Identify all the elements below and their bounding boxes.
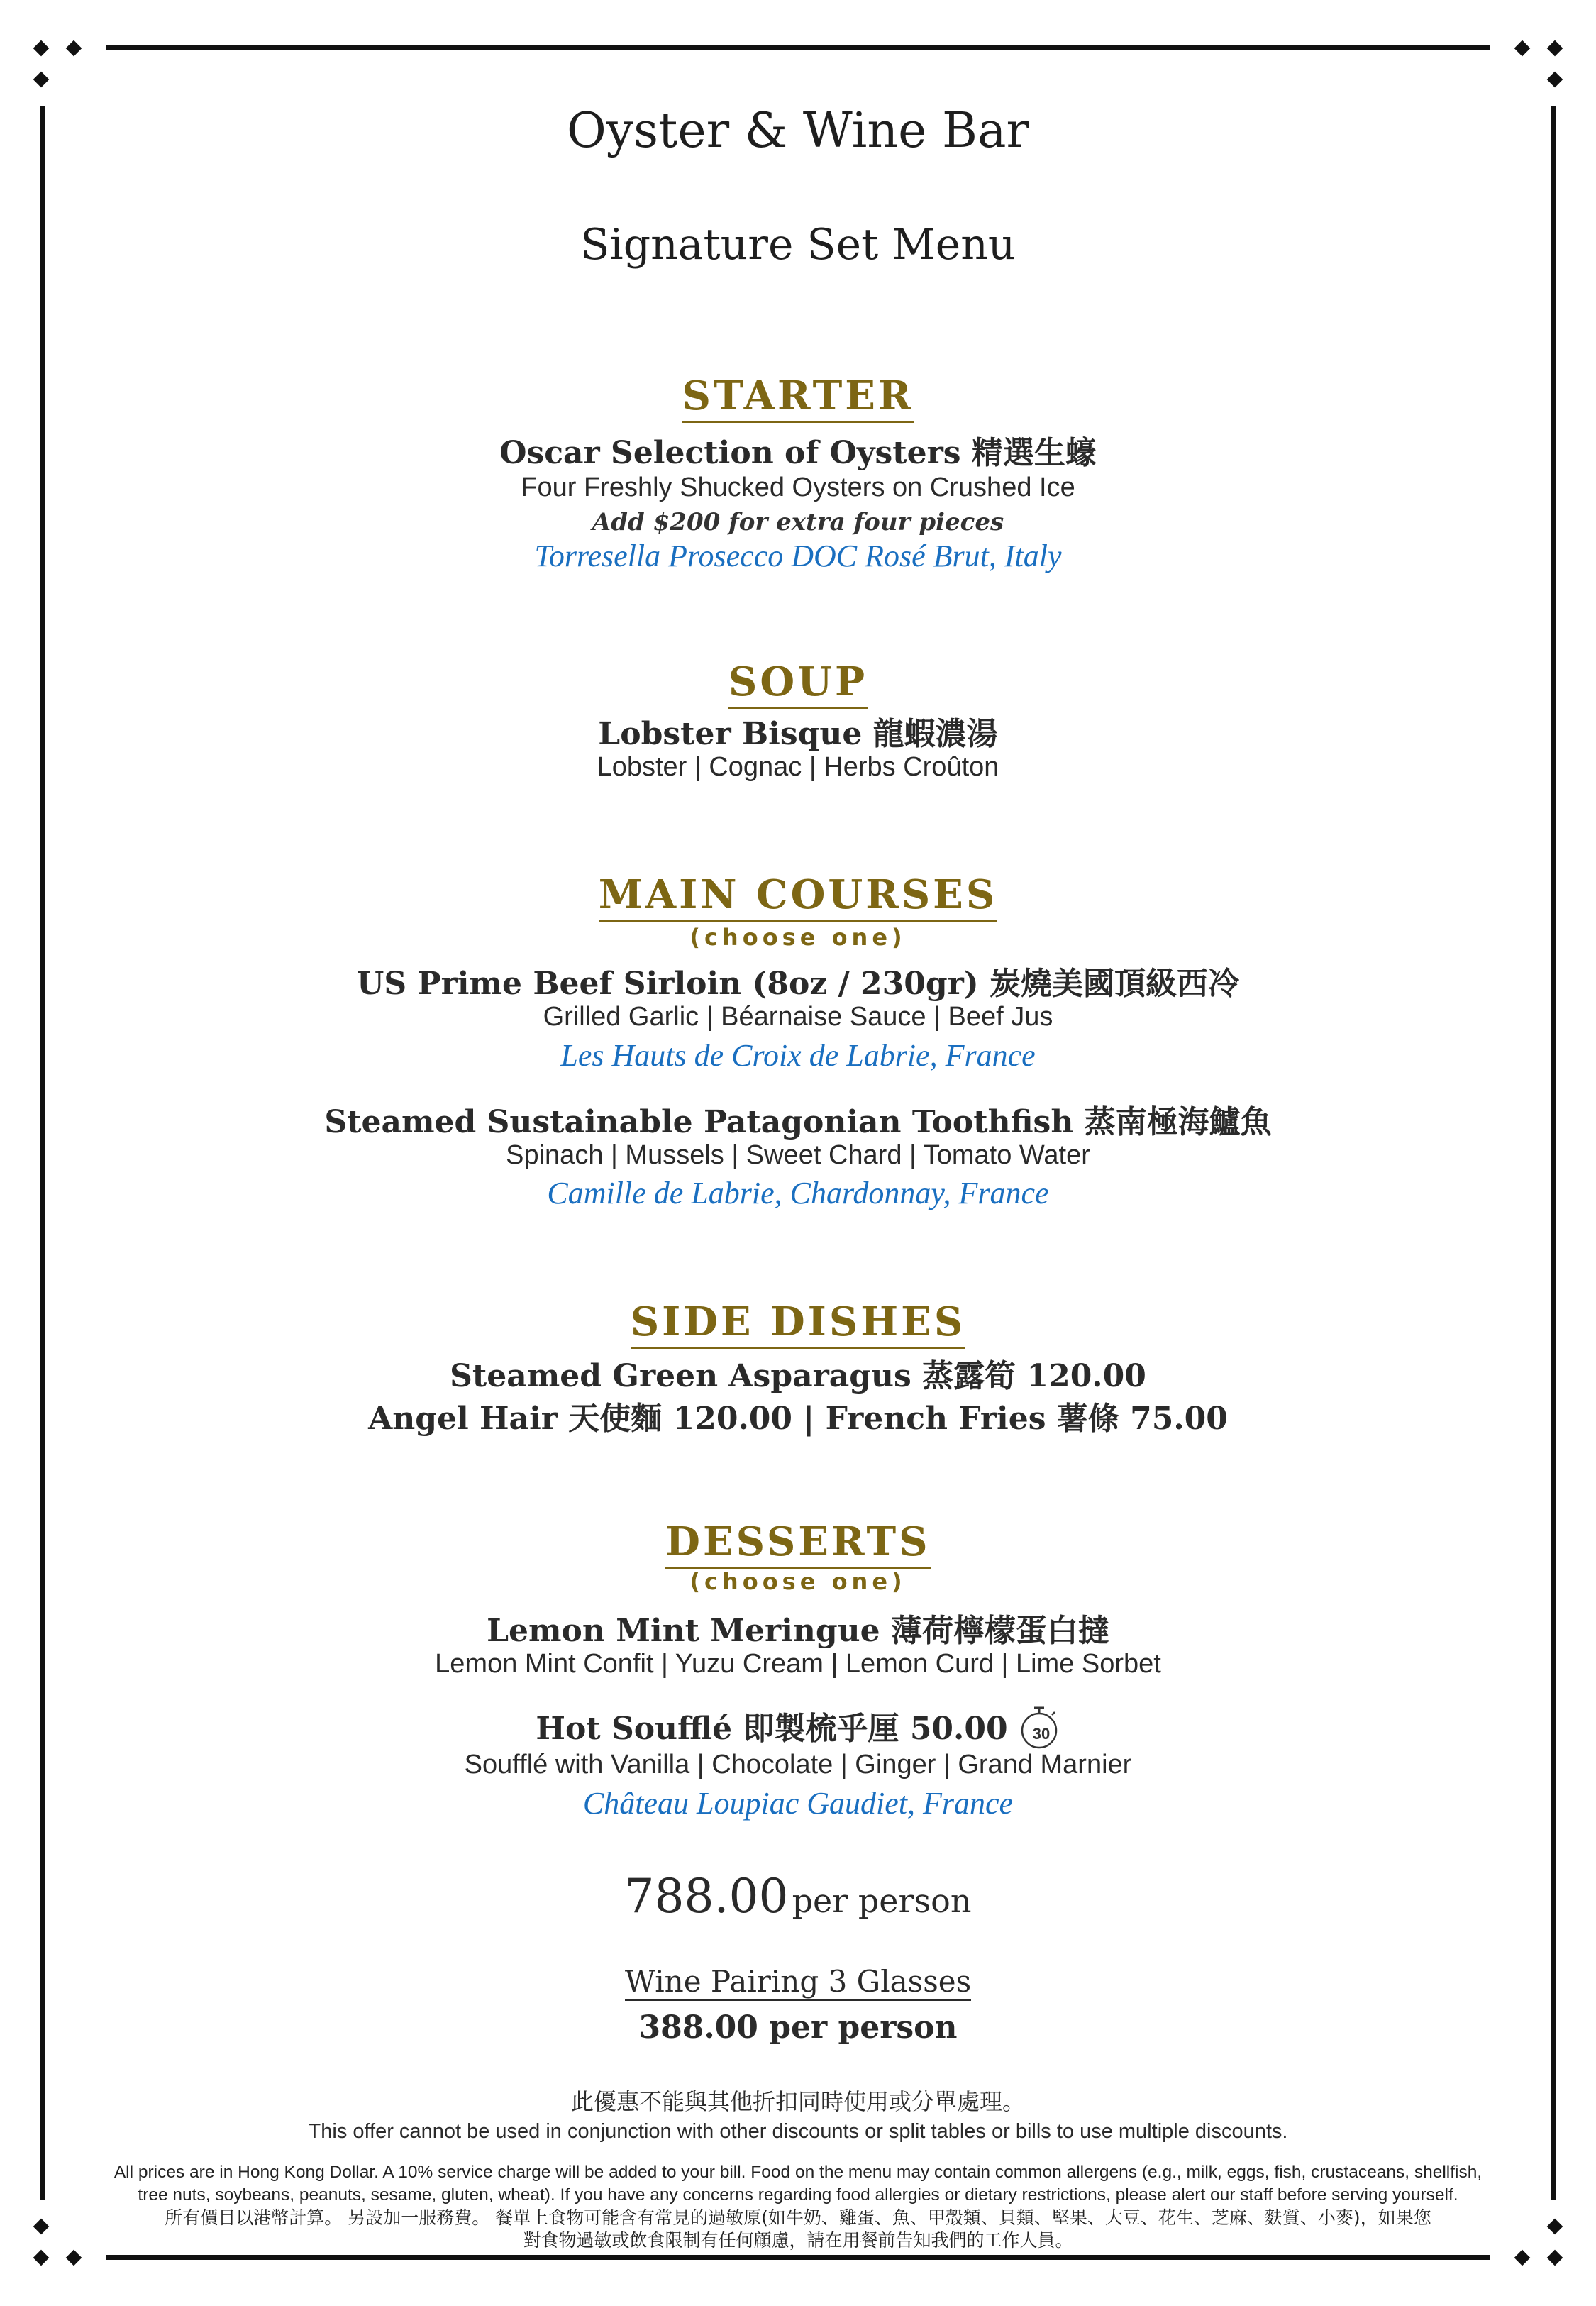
- corner-ornament-diamond: [1514, 40, 1531, 57]
- wine-pairing-title: [0, 1964, 1596, 1999]
- main-dish-name: Steamed Sustainable Patagonian Toothfish 蒸南極海鱸魚: [324, 1104, 1272, 1140]
- dessert-dish-description: Lemon Mint Confit | Yuzu Cream | Lemon Curd | Lime Sorbet: [435, 1649, 1161, 1679]
- set-price-amount: 788.00: [624, 1869, 789, 1924]
- timer-minutes-label: 30: [1032, 1725, 1050, 1743]
- soup-dish-name: Lobster Bisque 龍蝦濃湯: [598, 716, 998, 752]
- corner-ornament-diamond: [1514, 2250, 1531, 2266]
- corner-ornament-diamond: [1547, 72, 1563, 88]
- main-dish-description: Grilled Garlic | Béarnaise Sauce | Beef Jus: [543, 1002, 1053, 1032]
- starter-extra-note: Add $200 for extra four pieces: [592, 508, 1004, 536]
- main-dish-name: US Prime Beef Sirloin (8oz / 230gr) 炭燒美國頂級西冷: [357, 966, 1239, 1002]
- corner-ornament-diamond: [33, 40, 50, 57]
- section-heading-label: SIDE DISHES: [631, 1298, 966, 1349]
- starter-dish-description: Four Freshly Shucked Oysters on Crushed Ice: [521, 473, 1075, 502]
- section-heading-label: DESSERTS: [665, 1518, 930, 1569]
- section-heading-main-courses: [0, 871, 1596, 918]
- side-dishes-line: Steamed Green Asparagus 蒸露筍 120.00: [450, 1358, 1146, 1394]
- wine-pairing-price: 388.00 per person: [638, 2009, 958, 2046]
- starter-dish-name: Oscar Selection of Oysters 精選生蠔: [499, 435, 1097, 471]
- section-heading-label: SOUP: [728, 658, 868, 709]
- page-title: Oyster & Wine Bar: [566, 103, 1029, 159]
- main-wine-pairing: Camille de Labrie, Chardonnay, France: [547, 1176, 1049, 1210]
- fine-print-english: All prices are in Hong Kong Dollar. A 10% service charge will be added to your bill. Food on the menu may contain common allergens (e.g., milk, eggs, fish, crustaceans, shellfish,: [113, 2163, 1483, 2182]
- section-heading-desserts: [0, 1518, 1596, 1565]
- wine-pairing-title-label: Wine Pairing 3 Glasses: [625, 1964, 971, 2001]
- starter-wine-pairing: Torresella Prosecco DOC Rosé Brut, Italy: [534, 539, 1062, 573]
- side-dishes-line: Angel Hair 天使麵 120.00 | French Fries 薯條 75.00: [368, 1401, 1228, 1437]
- corner-ornament-diamond: [33, 72, 50, 88]
- offer-note-english: This offer cannot be used in conjunction with other discounts or split tables or bills to use multiple discounts.: [308, 2120, 1288, 2143]
- soup-dish-description: Lobster | Cognac | Herbs Croûton: [597, 752, 999, 782]
- main-wine-pairing: Les Hauts de Croix de Labrie, France: [560, 1038, 1036, 1073]
- fine-print-chinese: 對食物過敏或飲食限制有任何顧慮，請在用餐前告知我們的工作人員。: [523, 2230, 1073, 2251]
- section-heading-starter: [0, 373, 1596, 419]
- page-subtitle: Signature Set Menu: [580, 220, 1016, 270]
- dessert-dish-description: Soufflé with Vanilla | Chocolate | Ginger | Grand Marnier: [464, 1750, 1132, 1780]
- corner-ornament-diamond: [1547, 2250, 1563, 2266]
- corner-ornament-diamond: [66, 2250, 82, 2266]
- dessert-dish-name: Lemon Mint Meringue 薄荷檸檬蛋白撻: [487, 1613, 1109, 1649]
- fine-print-english: tree nuts, soybeans, peanuts, sesame, gluten, wheat). If you have any concerns regarding food allergies or dietary restrictions, please alert our staff before serving yourself.: [138, 2185, 1458, 2205]
- section-heading-label: MAIN COURSES: [599, 871, 998, 922]
- desserts-choose-one-label: (choose one): [689, 1568, 907, 1595]
- main-choose-one-label: (choose one): [689, 924, 907, 951]
- border-bottom-line: [106, 2255, 1490, 2260]
- section-heading-label: STARTER: [682, 373, 914, 423]
- section-heading-side-dishes: [0, 1298, 1596, 1345]
- offer-note-chinese: 此優惠不能與其他折扣同時使用或分單處理。: [570, 2088, 1025, 2115]
- corner-ornament-diamond: [66, 40, 82, 57]
- dessert-wine-pairing: Château Loupiac Gaudiet, France: [582, 1786, 1014, 1821]
- border-top-line: [106, 45, 1490, 50]
- corner-ornament-diamond: [1547, 40, 1563, 57]
- corner-ornament-diamond: [33, 2250, 50, 2266]
- set-price-unit: per person: [792, 1882, 972, 1920]
- dessert-dish-name: Hot Soufflé 即製梳乎厘 50.00: [536, 1711, 1008, 1747]
- main-dish-description: Spinach | Mussels | Sweet Chard | Tomato Water: [506, 1140, 1090, 1170]
- section-heading-soup: [0, 658, 1596, 705]
- set-price: [0, 1869, 1596, 1924]
- fine-print-chinese: 所有價目以港幣計算。 另設加一服務費。 餐單上食物可能含有常見的過敏原(如牛奶、雞蛋、魚、甲殼類、貝類、堅果、大豆、花生、芝麻、麩質、小麥)，如果您: [165, 2207, 1431, 2228]
